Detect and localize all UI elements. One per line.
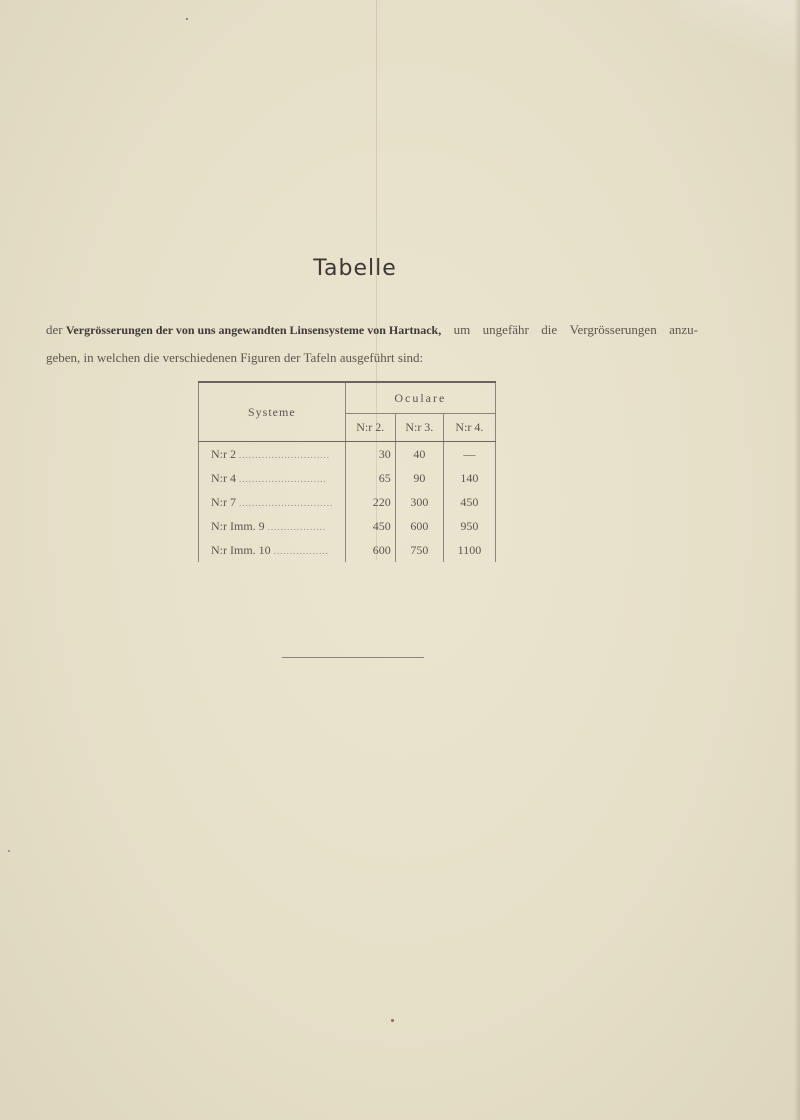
ocular-column-header: N:r 3. bbox=[395, 414, 443, 442]
system-label: N:r 4 bbox=[211, 470, 236, 485]
closing-rule bbox=[282, 657, 424, 658]
table-row bbox=[199, 466, 496, 490]
system-cell bbox=[199, 490, 346, 514]
value-cell: 450 bbox=[345, 514, 395, 538]
intro-word: ungefähr bbox=[482, 322, 529, 337]
page-corner-crease bbox=[680, 0, 800, 80]
value-cell: 65 bbox=[345, 466, 395, 490]
table-row bbox=[199, 442, 496, 467]
system-label: N:r 7 bbox=[211, 494, 236, 509]
value-cell: — bbox=[443, 442, 495, 467]
leader-dots: ................. bbox=[273, 545, 329, 556]
table-row bbox=[199, 538, 496, 562]
leader-dots: ........................... bbox=[239, 473, 327, 484]
leader-dots: ............................ bbox=[239, 449, 330, 460]
leader-dots: .................. bbox=[267, 521, 327, 532]
ocular-column-header: N:r 2. bbox=[345, 414, 395, 442]
system-cell bbox=[199, 538, 346, 562]
paper-speck bbox=[186, 18, 188, 20]
system-label: N:r Imm. 10 bbox=[211, 542, 271, 557]
leader-dots: ............................. bbox=[239, 497, 334, 508]
intro-lead-and-bold bbox=[46, 316, 441, 344]
value-cell: 40 bbox=[395, 442, 443, 467]
intro-word: anzu- bbox=[669, 322, 698, 337]
intro-line-2: geben, in welchen die verschiedenen Figuren der Tafeln ausgeführt sind: bbox=[46, 350, 424, 365]
system-label: N:r 2 bbox=[211, 446, 236, 461]
value-cell: 450 bbox=[443, 490, 495, 514]
intro-lead: der bbox=[46, 322, 66, 337]
intro-word: Vergrösserungen bbox=[569, 322, 657, 337]
value-cell: 600 bbox=[345, 538, 395, 562]
paper-speck bbox=[391, 1019, 394, 1022]
page-title: Tabelle bbox=[313, 256, 397, 281]
value-cell: 950 bbox=[443, 514, 495, 538]
intro-word: um bbox=[453, 322, 471, 337]
intro-paragraph bbox=[46, 316, 698, 371]
system-cell bbox=[199, 466, 346, 490]
table-row bbox=[199, 514, 496, 538]
value-cell: 30 bbox=[345, 442, 395, 467]
ocular-column-header: N:r 4. bbox=[443, 414, 495, 442]
value-cell: 300 bbox=[395, 490, 443, 514]
value-cell: 220 bbox=[345, 490, 395, 514]
value-cell: 600 bbox=[395, 514, 443, 538]
paper-speck bbox=[8, 850, 10, 852]
value-cell: 140 bbox=[443, 466, 495, 490]
system-cell bbox=[199, 514, 346, 538]
oculare-header: Oculare bbox=[345, 382, 495, 414]
table-header-row bbox=[199, 382, 496, 414]
value-cell: 750 bbox=[395, 538, 443, 562]
systeme-header: Systeme bbox=[199, 382, 346, 442]
system-label: N:r Imm. 9 bbox=[211, 518, 265, 533]
table-row bbox=[199, 490, 496, 514]
system-cell bbox=[199, 442, 346, 467]
intro-bold-phrase: Vergrösserungen der von uns angewandten Linsensysteme von Hartnack, bbox=[65, 323, 442, 337]
page-edge-shadow bbox=[794, 0, 800, 1120]
value-cell: 1100 bbox=[443, 538, 495, 562]
value-cell: 90 bbox=[395, 466, 443, 490]
intro-word: die bbox=[541, 322, 558, 337]
magnification-table bbox=[198, 381, 496, 562]
intro-line-1 bbox=[46, 316, 698, 344]
